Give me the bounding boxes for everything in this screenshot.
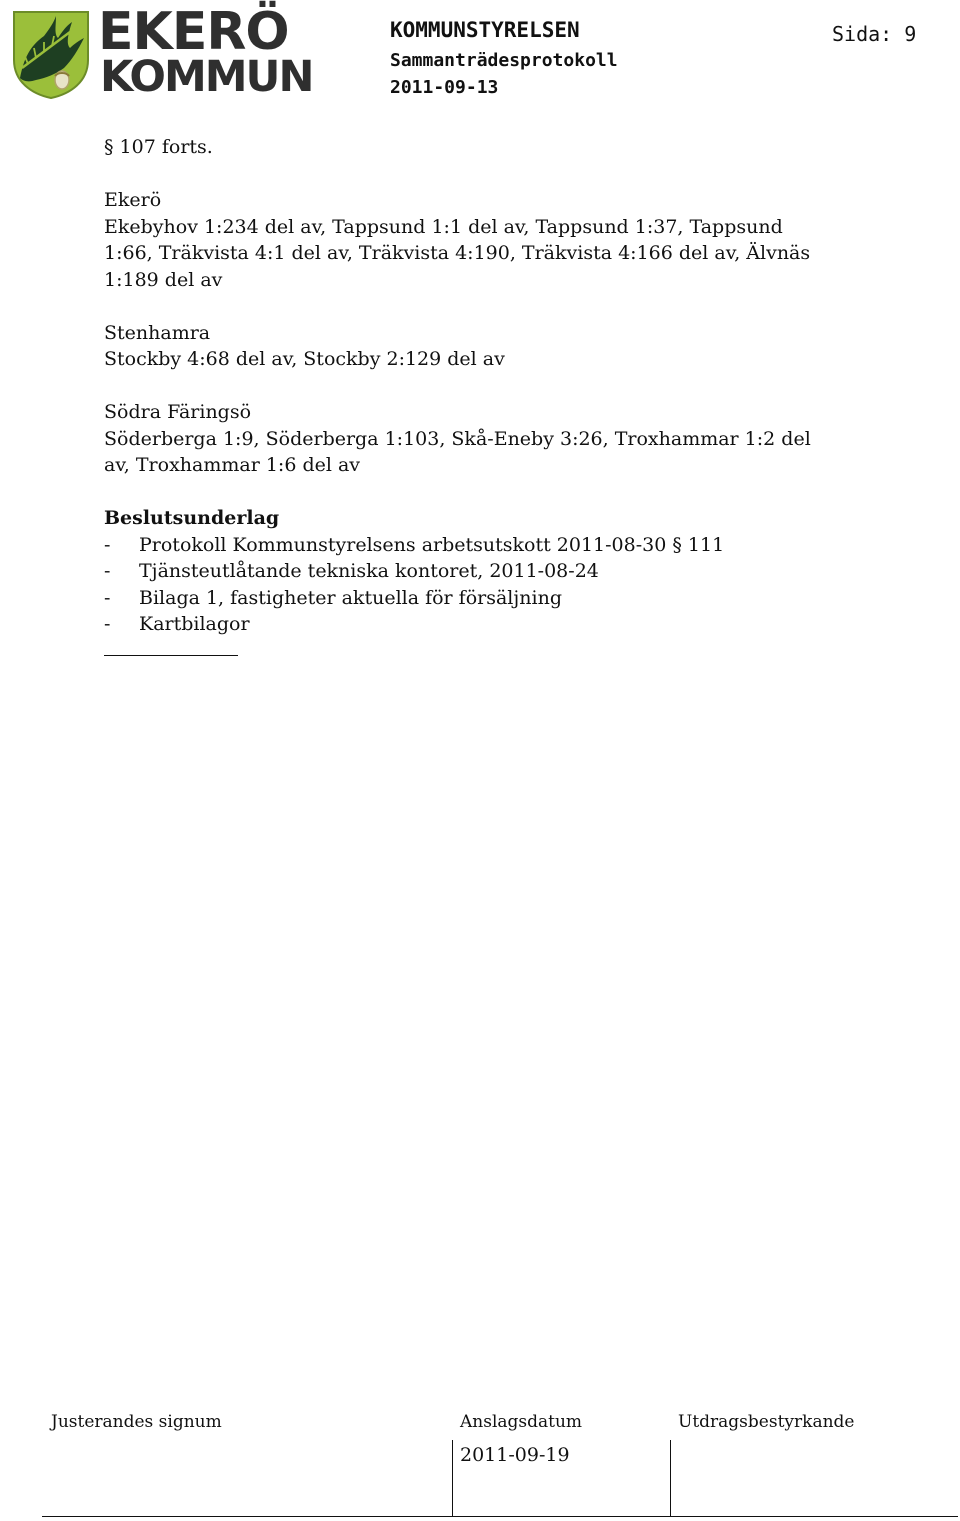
section-ekero — [104, 187, 864, 293]
dash-bullet: - — [104, 533, 111, 556]
section-sodra-faringso — [104, 399, 864, 479]
section-decision-basis — [104, 505, 864, 638]
list-item — [104, 585, 864, 612]
logo-line-ekero: EKERÖ — [98, 2, 289, 62]
list-item — [104, 558, 864, 585]
section-end-rule — [104, 655, 238, 656]
list-item-text: Kartbilagor — [139, 613, 250, 635]
ekero-kommun-logo — [10, 2, 313, 102]
spacer — [104, 479, 864, 506]
property-line: av, Troxhammar 1:6 del av — [104, 454, 361, 476]
dash-bullet: - — [104, 560, 111, 582]
decision-basis-list — [104, 532, 864, 638]
list-item — [104, 611, 864, 638]
certification-label: Utdragsbestyrkande — [678, 1412, 855, 1432]
posting-date: 2011-09-19 — [460, 1444, 570, 1466]
list-item-text: Bilaga 1, fastigheter aktuella för försäljning — [139, 586, 562, 609]
list-item — [104, 532, 864, 559]
organization-title: KOMMUNSTYRELSEN — [390, 18, 580, 42]
spacer — [104, 293, 864, 320]
property-line: Stockby 4:68 del av, Stockby 2:129 del av — [104, 348, 505, 370]
property-line: Söderberga 1:9, Söderberga 1:103, Skå-Eneby 3:26, Troxhammar 1:2 del — [104, 427, 811, 450]
list-item-text: Tjänsteutlåtande tekniska kontoret, 2011-08-24 — [139, 560, 599, 582]
signature-label: Justerandes signum — [51, 1412, 222, 1432]
footer-divider — [670, 1440, 671, 1516]
list-item-text: Protokoll Kommunstyrelsens arbetsutskott 2011-08-30 § 111 — [139, 533, 725, 556]
section-stenhamra — [104, 320, 864, 373]
footer-baseline — [42, 1516, 958, 1517]
logo-line-kommun: KOMMUN — [100, 52, 313, 102]
section-title: Ekerö — [104, 189, 162, 211]
municipal-coat-of-arms-icon — [10, 8, 92, 100]
protocol-content — [104, 134, 864, 638]
property-line: 1:66, Träkvista 4:1 del av, Träkvista 4:190, Träkvista 4:166 del av, Älvnäs — [104, 242, 811, 264]
dash-bullet: - — [104, 613, 111, 635]
document-type: Sammanträdesprotokoll — [390, 50, 618, 71]
paragraph-continuation: § 107 forts. — [104, 136, 213, 158]
decision-basis-heading: Beslutsunderlag — [104, 507, 280, 529]
section-title: Stenhamra — [104, 321, 211, 344]
posting-date-label: Anslagsdatum — [460, 1412, 583, 1432]
section-title: Södra Färingsö — [104, 401, 252, 423]
dash-bullet: - — [104, 586, 111, 609]
spacer — [104, 373, 864, 400]
spacer — [104, 161, 864, 188]
page-number: Sida: 9 — [832, 22, 917, 46]
footer-divider — [452, 1440, 453, 1516]
property-line: Ekebyhov 1:234 del av, Tappsund 1:1 del av, Tappsund 1:37, Tappsund — [104, 215, 783, 238]
meeting-date: 2011-09-13 — [390, 77, 499, 98]
property-line: 1:189 del av — [104, 268, 223, 291]
